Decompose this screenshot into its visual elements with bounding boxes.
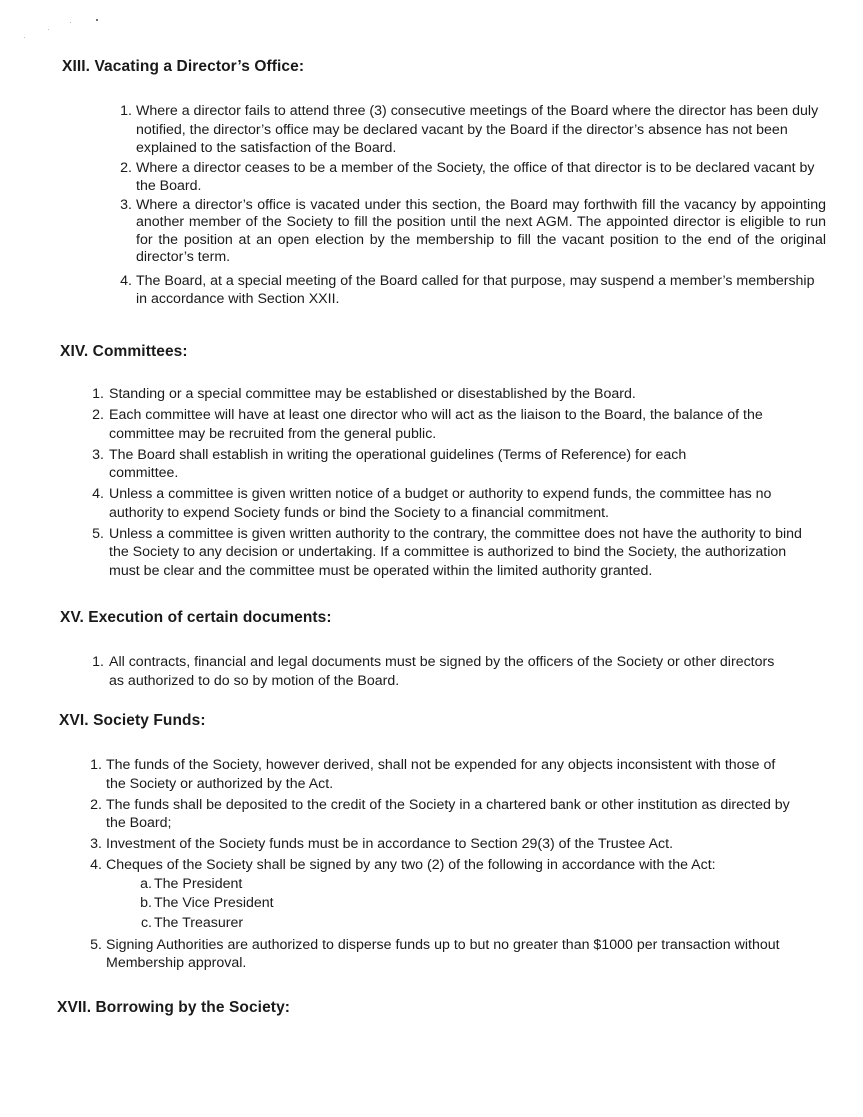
item-text: The Vice President xyxy=(154,895,274,911)
section-heading: XV. Execution of certain documents: xyxy=(60,609,332,626)
item-number: 2. xyxy=(92,407,104,423)
item-text: Unless a committee is given written notice of a budget or authority to expend funds, the committee has no authority to expend Society funds or bind the Society to a financial commitment. xyxy=(109,486,772,521)
scan-speck xyxy=(24,37,25,38)
list-item xyxy=(106,875,796,895)
scan-speck xyxy=(70,22,71,23)
section-xv xyxy=(0,609,863,689)
item-letter: b. xyxy=(140,895,152,911)
section-heading: XVI. Society Funds: xyxy=(59,712,206,729)
item-text: The Treasurer xyxy=(154,914,244,931)
section-heading: XIII. Vacating a Director’s Office: xyxy=(62,58,305,75)
scan-speck xyxy=(48,29,49,30)
item-text: The funds shall be deposited to the credit of the Society in a chartered bank or other institution as directed by the Board; xyxy=(106,796,790,831)
item-text: Signing Authorities are authorized to disperse funds up to but no greater than $1000 per transaction without Membership approval. xyxy=(106,936,780,971)
item-number: 4. xyxy=(92,486,104,502)
item-number: 4. xyxy=(90,857,102,873)
numbered-list xyxy=(80,756,796,975)
list-item xyxy=(110,272,826,309)
item-number: 1. xyxy=(92,386,104,402)
item-number: 3. xyxy=(92,446,104,463)
numbered-list xyxy=(82,653,782,693)
item-number: 2. xyxy=(90,796,102,813)
list-item xyxy=(80,835,796,854)
item-text: Where a director fails to attend three (3) consecutive meetings of the Board where the director has been duly notified, the director’s office may be declared vacant by the Board if the director’s absence has not been explained to the satisfaction of the Board. xyxy=(136,103,819,156)
list-item xyxy=(82,385,820,404)
item-text: Where a director’s office is vacated under this section, the Board may forthwith fill the vacancy by appointing another member of the Society to fill the position until the next AGM. The appointed director is eligible to run for the position at an open election by the membership to fill the vacant position to the end of the original director’s term. xyxy=(136,196,826,265)
section-xvii xyxy=(0,999,863,1017)
item-text: Standing or a special committee may be established or disestablished by the Board. xyxy=(109,386,636,402)
list-item xyxy=(80,796,796,833)
item-number: 2. xyxy=(120,159,132,176)
section-heading: XIV. Committees: xyxy=(60,343,188,360)
list-item xyxy=(82,653,782,690)
section-heading: XVII. Borrowing by the Society: xyxy=(57,999,291,1016)
item-text: Cheques of the Society shall be signed by any two (2) of the following in accordance with the Act: xyxy=(106,857,716,873)
list-item xyxy=(82,406,820,443)
list-item xyxy=(106,894,796,914)
item-number: 5. xyxy=(92,525,104,542)
list-item xyxy=(110,197,826,267)
numbered-list xyxy=(82,385,820,583)
item-number: 4. xyxy=(120,272,132,289)
item-text: The funds of the Society, however derived, shall not be expended for any objects inconsistent with those of the Society or authorized by the Act. xyxy=(106,757,776,792)
item-letter: c. xyxy=(140,914,152,931)
item-number: 3. xyxy=(120,196,132,213)
list-item xyxy=(80,756,796,793)
list-item xyxy=(80,936,796,973)
list-item xyxy=(82,525,820,581)
item-text: Where a director ceases to be a member of the Society, the office of that director is to be declared vacant by the Board. xyxy=(136,159,815,194)
item-number: 1. xyxy=(92,654,104,670)
item-text: All contracts, financial and legal documents must be signed by the officers of the Society or other directors as authorized to do so by motion of the Board. xyxy=(109,654,775,689)
item-text: Each committee will have at least one director who will act as the liaison to the Board, the balance of the committee may be recruited from the general public. xyxy=(109,407,763,442)
item-number: 3. xyxy=(90,836,102,852)
list-item xyxy=(82,485,820,522)
section-xiii xyxy=(0,58,863,307)
item-number: 5. xyxy=(90,936,102,953)
numbered-list xyxy=(110,102,826,311)
item-text: The Board shall establish in writing the operational guidelines (Terms of Reference) for each committee. xyxy=(109,446,687,481)
section-xiv xyxy=(0,343,863,579)
item-text: Unless a committee is given written authority to the contrary, the committee does not have the authority to bind the Society to any decision or undertaking. If a committee is authorized to bind the Society, the authorization must be clear and the committee must be operated within the limited authority granted. xyxy=(109,525,802,579)
section-xvi xyxy=(0,712,863,971)
list-item xyxy=(82,446,820,483)
item-text: Investment of the Society funds must be in accordance to Section 29(3) of the Trustee Act. xyxy=(106,836,674,852)
list-item xyxy=(106,914,796,934)
lettered-list xyxy=(106,875,796,934)
item-text: The President xyxy=(154,875,243,892)
list-item xyxy=(110,159,826,196)
scan-speck xyxy=(96,19,98,21)
item-number: 1. xyxy=(120,103,132,119)
item-letter: a. xyxy=(140,875,152,892)
list-item xyxy=(110,102,826,158)
item-text: The Board, at a special meeting of the Board called for that purpose, may suspend a member’s membership in accordance with Section XXII. xyxy=(136,272,815,307)
list-item xyxy=(80,856,796,933)
item-number: 1. xyxy=(90,757,102,773)
